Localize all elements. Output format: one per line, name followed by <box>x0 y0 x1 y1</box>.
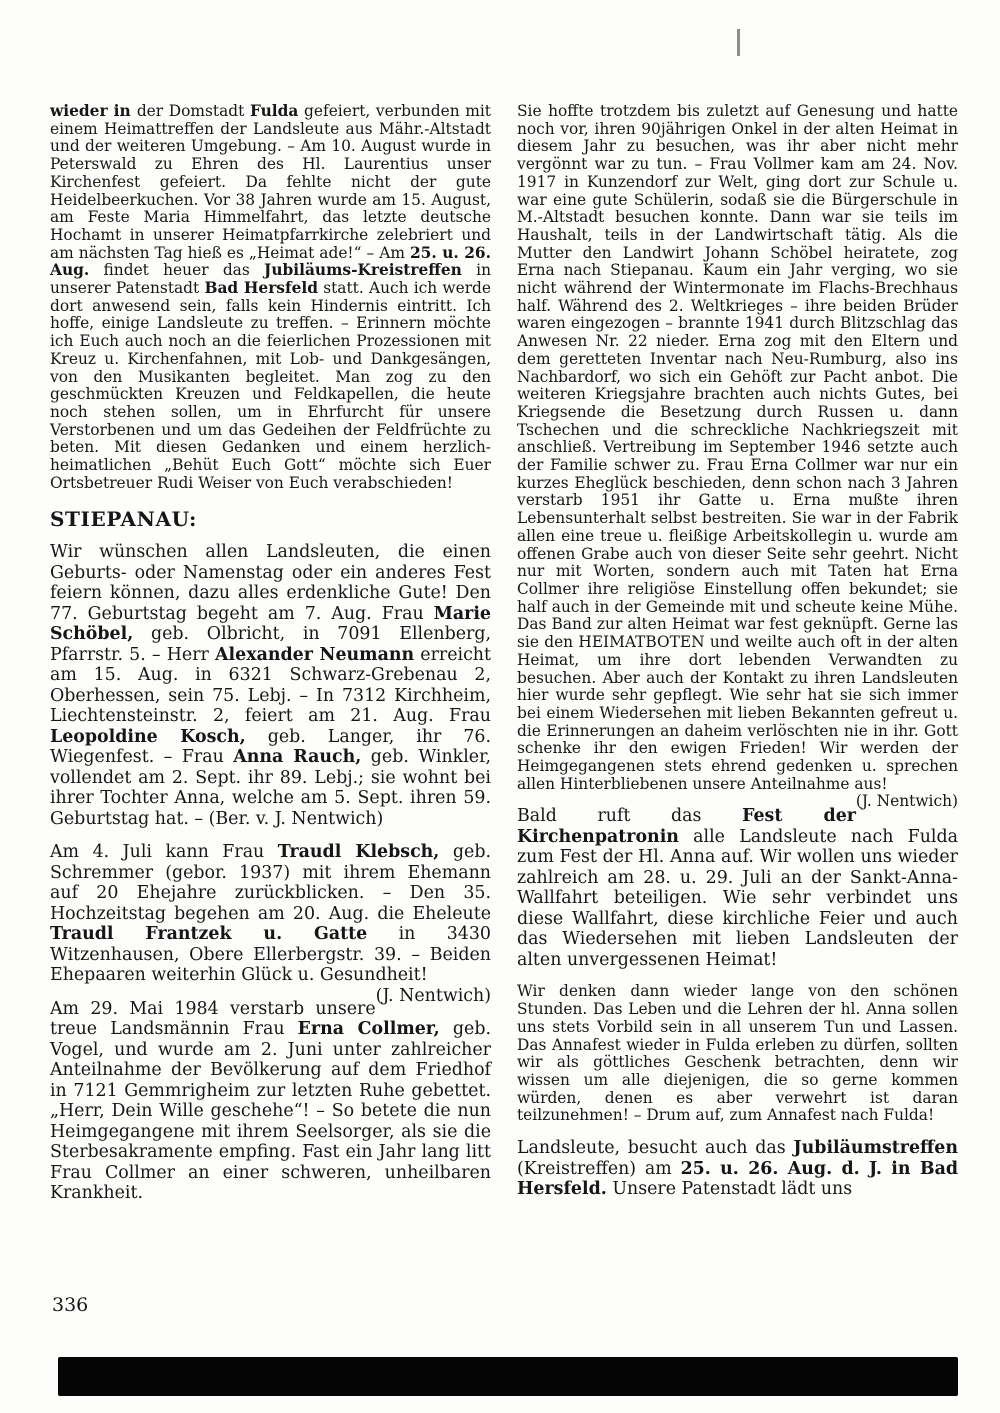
paragraph <box>50 103 491 492</box>
text-run: der Domstadt <box>136 102 250 120</box>
paragraph <box>50 842 491 1006</box>
bold-run: Alexander Neumann <box>215 644 415 665</box>
text-run: findet heuer das <box>89 261 265 280</box>
text-run: gefeiert, verbunden mit einem Heimattreffen der Landsleute aus Mähr.-Altstadt und der weiteren Umgebung. – Am 10. August wurde in Peterswald zu Ehren des Hl. Laurentius unser Kirchenfest gefeiert. Da fehlte nicht der gute Heidelbeerkuchen. Vor 38 Jahren wurde am 15. August, am Feste Maria Himmelfahrt, das letzte deutsche Hochamt in unserer Heimatpfarrkirche zelebriert und am nächsten Tag hieß es „Heimat ade!“ – Am <box>50 102 491 262</box>
bold-run: Traudl Klebsch, <box>277 842 440 863</box>
text-run: Am 4. Juli kann Frau <box>50 842 278 863</box>
text-run: geb. Olbricht, in 7091 Ellenberg, Pfarrstr. 5. – Herr <box>50 624 491 665</box>
text-columns <box>50 103 958 1217</box>
bold-run: Jubiläums-Kreistreffen <box>264 261 462 280</box>
bold-run: Anna Rauch, <box>233 747 362 768</box>
text-run: Unsere Patenstadt lädt uns <box>606 1179 853 1200</box>
paragraph <box>517 102 958 811</box>
text-run: geb. Winkler, vollendet am 2. Sept. ihr 89. Lebj.; sie wohnt bei ihrer Tochter Anna, welche am 5. Sept. ihren 59. Geburtstag hat. – (Ber. v. J. Nentwich) <box>50 747 492 829</box>
text-run: in 3430 Witzenhausen, Obere Ellerbergstr. 39. – Beiden Ehepaaren weiterhin Glück u. Gesundheit! <box>50 924 491 986</box>
column-right <box>517 103 958 1217</box>
text-run: Wir denken dann wieder lange von den schönen Stunden. Das Leben und die Lehren der hl. Anna sollen uns stets Vorbild sein in all unserem Tun und Lassen. Das Annafest wieder in Fulda erleben zu dürfen, sollten wir als göttliches Geschenk betrachten, denn wir wissen um alle diejenigen, die so gerne kommen würden, denen es aber verwehrt ist daran teilzunehmen! – Drum auf, zum Annafest nach Fulda! <box>517 982 958 1125</box>
bold-run: wieder in <box>50 102 137 120</box>
paragraph <box>517 983 958 1125</box>
text-run: Sie hoffte trotzdem bis zuletzt auf Genesung und hatte noch vor, ihren 90jährigen Onkel in der alten Heimat in diesem Jahr zu besuchen, was ihr aber nicht mehr vergönnt war zu tun. – Frau Vollmer kam am 24. Nov. 1917 in Kunzendorf zur Welt, ging dort zur Schule u. war eine gute Schülerin, sodaß sie die Bürgerschule in M.-Altstadt besuchen konnte. Dann war sie teils im Haushalt, teils in der Landwirtschaft tätig. Als die Mutter den Landwirt Johann Schöbel heiratete, zog Erna nach Stiepanau. Kaum ein Jahr verging, wo sie nicht während der Wintermonate im Flachs-Brechhaus half. Während des 2. Weltkrieges – ihre beiden Brüder waren eingezogen – brannte 1941 durch Blitzschlag das Anwesen Nr. 22 nieder. Erna zog mit den Eltern und dem geretteten Inventar nach Neu-Rumburg, also ins Nachbardorf, wo sich ein Gehöft zur Pacht anbot. Die weiteren Kriegsjahre brachten auch nichts Gutes, bei Kriegsende die Besetzung durch Russen u. dann Tschechen und die schreckliche Nachkriegszeit mit anschließ. Vertreibung im September 1946 setzte auch der Familie schwer zu. Frau Erna Collmer war nur ein kurzes Eheglück beschieden, denn schon nach 3 Jahren verstarb 1951 ihr Gatte u. Erna mußte ihren Lebensunterhalt selbst bestreiten. Sie war in der Fabrik allen eine treue u. fleißige Arbeitskollegin u. wurde am offenen Grabe auch von dieser Seite sehr geehrt. Nicht nur mit Worten, sondern auch mit Taten hat Erna Collmer ihre religiöse Einstellung offen bekundet; sie half auch in der Gemeinde mit und scheute keine Mühe. Das Band zur alten Heimat war fest geknüpft. Gerne las sie den HEIMATBOTEN und weilte auch oft in der alten Heimat, um ihre dort lebenden Verwandten zu besuchen. Aber auch der Kontakt zu ihren Landsleuten hier wurde sehr gepflegt. Wie sehr hat sie sich immer bei einem Wiedersehen mit lieben Bekannten gefreut u. die Erinnerungen an daheim verlöschten nie in ihr. Gott schenke ihr den ewigen Frieden! Wir werden der Heimgegangenen stets ehrend gedenken u. sprechen allen Hinterbliebenen unsere Anteilnahme aus! <box>517 102 958 793</box>
bold-run: Traudl Frantzek u. Gatte <box>50 924 368 945</box>
bold-run: Bad Hersfeld <box>204 279 318 298</box>
paragraph <box>517 806 958 970</box>
paragraph <box>50 542 491 829</box>
bold-run: Erna Collmer, <box>297 1019 440 1040</box>
bold-run: Fest der Kirchenpatronin <box>517 806 856 847</box>
paragraph <box>517 1138 958 1200</box>
paragraph <box>50 999 491 1204</box>
scan-artifact-mark <box>737 29 740 56</box>
page-number: 336 <box>52 1294 89 1316</box>
bold-run: Fulda <box>249 102 299 120</box>
text-run: Am 29. Mai 1984 verstarb unsere treue Landsmännin Frau <box>50 998 376 1040</box>
bold-run: Jubiläumstreffen <box>793 1138 958 1159</box>
text-run: geb. Vogel, und wurde am 2. Juni unter zahlreicher Anteilnahme der Bevölkerung auf dem Friedhof in 7121 Gemmrigheim zur letzten Ruhe gebettet. „Herr, Dein Wille geschehe“! – So betete die nun Heimgegangene mit ihrem Seelsorger, als sie die Sterbesakramente empfing. Fast ein Jahr lang litt Frau Collmer an einer schweren, unheilbaren Krankheit. <box>50 1019 491 1204</box>
text-run: Bald ruft das <box>517 806 743 827</box>
text-run: in unserer Patenstadt <box>50 261 491 298</box>
bold-run: 25. u. 26. Aug. d. J. in Bad Hersfeld. <box>517 1158 958 1200</box>
byline: (J. Nentwich) <box>855 792 958 811</box>
text-run: alle Landsleute nach Fulda zum Fest der Hl. Anna auf. Wir wollen uns wieder zahlreich am 28. u. 29. Juli an der Sankt-Anna-Wallfahrt beteiligen. Wie sehr verbindet uns diese Wallfahrt, diese kirchliche Feier und auch das Wiedersehen mit lieben Landsleuten der alten unvergessenen Heimat! <box>517 826 958 970</box>
column-left <box>50 103 491 1217</box>
text-run: Landsleute, besucht auch das <box>517 1138 794 1159</box>
text-run: erreicht am 15. Aug. in 6321 Schwarz-Grebenau 2, Oberhessen, sein 75. Lebj. – In 7312 Kirchheim, Liechtensteinstr. 2, feiert am 21. Aug. Frau <box>50 644 491 727</box>
text-run: geb. Schremmer (gebor. 1937) mit ihrem Ehemann auf 20 Ehejahre zurückblicken. – Den 35. Hochzeitstag begehen am 20. Aug. die Eheleute <box>50 842 491 924</box>
scan-bottom-black-bar <box>58 1357 958 1396</box>
text-run: (Kreistreffen) am <box>517 1158 681 1179</box>
byline: (J. Nentwich) <box>375 985 491 1006</box>
bold-run: 25. u. 26. Aug. <box>50 243 491 280</box>
bold-run: Marie Schöbel, <box>50 603 491 645</box>
bold-run: Leopoldine Kosch, <box>50 726 246 747</box>
text-run: Wir wünschen allen Landsleuten, die einen Geburts- oder Namenstag oder ein anderes Fest feiern können, dazu alles erdenkliche Gute! Den 77. Geburtstag begeht am 7. Aug. Frau <box>50 542 491 624</box>
section-heading: STIEPANAU: <box>50 507 197 532</box>
text-run: statt. Auch ich werde dort anwesend sein, falls kein Hindernis eintritt. Ich hoffe, einige Landsleute zu treffen. – Erinnern möchte ich Euch auch noch an die feierlichen Prozessionen mit Kreuz u. Kirchenfahnen, mit Lob- und Dankgesängen, von den Musikanten begleitet. Man zog zu den geschmückten Kreuzen und Feldkapellen, die heute noch stehen sollen, um in Ehrfurcht für unsere Verstorbenen und um das Gedeihen der Feldfrüchte zu beten. Mit diesen Gedanken und einem herzlich-heimatlichen „Behüt Euch Gott“ möchte sich Euer Ortsbetreuer Rudi Weiser von Euch verabschieden! <box>50 279 492 492</box>
text-run: geb. Langer, ihr 76. Wiegenfest. – Frau <box>50 726 491 768</box>
